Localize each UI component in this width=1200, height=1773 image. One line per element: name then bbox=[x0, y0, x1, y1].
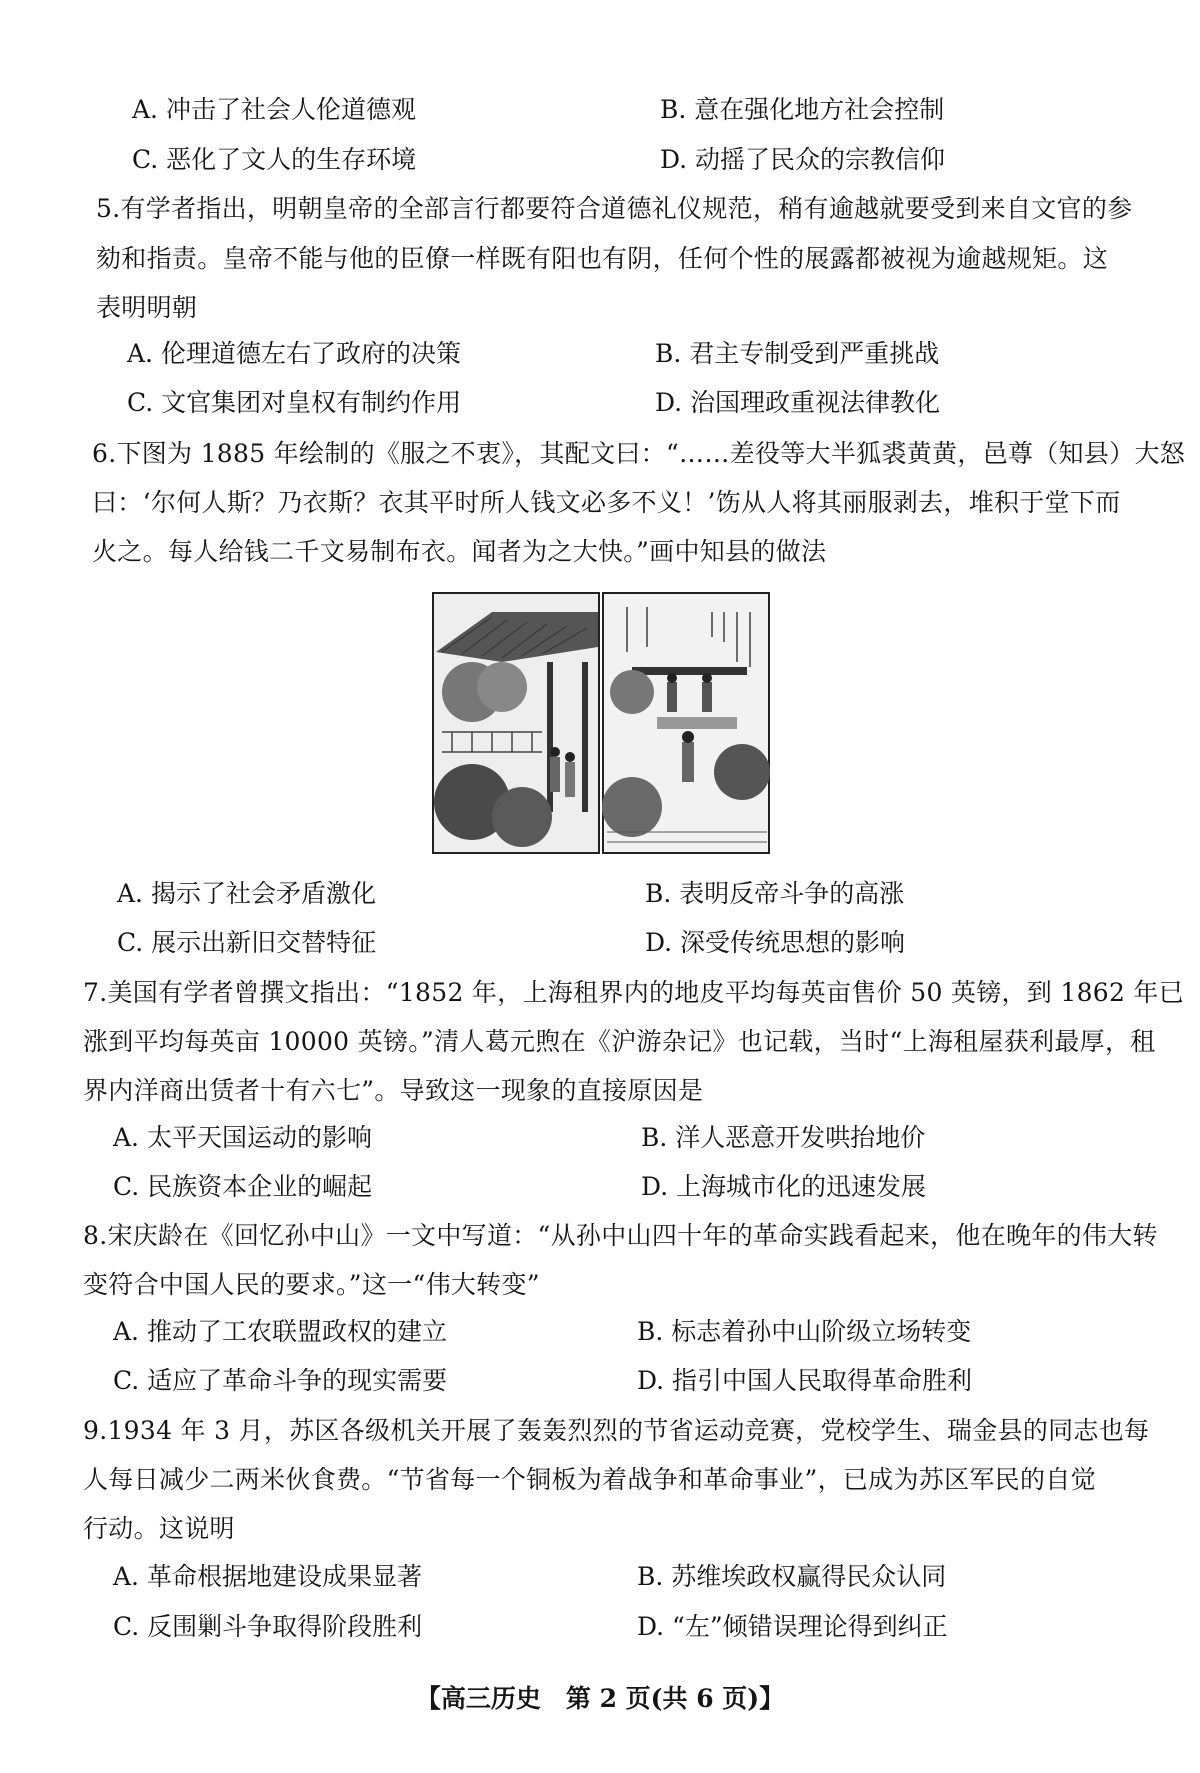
q6-stem-line-2: 曰：‘尔何人斯？乃衣斯？衣其平时所人钱文必多不义！’饬从人将其丽服剥去，堆积于堂下而 bbox=[92, 488, 1121, 517]
q8-option-c: C. 适应了革命斗争的现实需要 bbox=[113, 1366, 448, 1395]
q9-stem-line-1: 9.1934 年 3 月，苏区各级机关开展了轰轰烈烈的节省运动竞赛，党校学生、瑞金县的同志也每 bbox=[83, 1416, 1150, 1445]
q7-stem-line-3: 界内洋商出赁者十有六七”。导致这一现象的直接原因是 bbox=[83, 1076, 704, 1105]
q4-option-d: D. 动摇了民众的宗教信仰 bbox=[660, 145, 946, 174]
q4-option-c: C. 恶化了文人的生存环境 bbox=[132, 145, 417, 174]
q7-option-d: D. 上海城市化的迅速发展 bbox=[641, 1172, 927, 1201]
figure-head bbox=[565, 752, 575, 762]
q7-option-c: C. 民族资本企业的崛起 bbox=[113, 1172, 373, 1201]
q5-stem-line-3: 表明明朝 bbox=[96, 293, 198, 322]
q8-option-a: A. 推动了工农联盟政权的建立 bbox=[113, 1317, 447, 1346]
tree-foliage bbox=[610, 670, 654, 714]
q6-option-d: D. 深受传统思想的影响 bbox=[645, 928, 906, 957]
q8-stem-line-2: 变符合中国人民的要求。”这一“伟大转变” bbox=[83, 1270, 540, 1299]
figure-person bbox=[565, 762, 575, 797]
q5-stem-line-1: 5.有学者指出，明朝皇帝的全部言行都要符合道德礼仪规范，稍有逾越就要受到来自文官的参 bbox=[96, 194, 1133, 223]
table bbox=[657, 717, 737, 729]
q7-option-b: B. 洋人恶意开发哄抬地价 bbox=[641, 1123, 926, 1152]
figure-head bbox=[682, 731, 694, 743]
figure-head bbox=[550, 747, 560, 757]
figure-head bbox=[667, 673, 677, 683]
q7-stem-line-1: 7.美国有学者曾撰文指出：“1852 年，上海租界内的地皮平均每英亩售价 50 英镑，到 1862 年已 bbox=[83, 978, 1185, 1007]
q8-option-b: B. 标志着孙中山阶级立场转变 bbox=[637, 1317, 972, 1346]
tree-foliage bbox=[477, 662, 527, 712]
figure-person bbox=[667, 682, 677, 712]
figure-person bbox=[550, 757, 560, 792]
q5-option-b: B. 君主专制受到严重挑战 bbox=[655, 339, 940, 368]
figure-person bbox=[702, 682, 712, 712]
q9-option-b: B. 苏维埃政权赢得民众认同 bbox=[637, 1562, 947, 1591]
q6-stem-line-3: 火之。每人给钱二千文易制布衣。闻者为之大快。”画中知县的做法 bbox=[92, 537, 827, 566]
figure-person bbox=[682, 742, 694, 782]
q5-stem-line-2: 劾和指责。皇帝不能与他的臣僚一样既有阳也有阴，任何个性的展露都被视为逾越规矩。这 bbox=[96, 244, 1109, 273]
tree-foliage bbox=[602, 777, 662, 837]
woodblock-illustration bbox=[432, 592, 770, 854]
q7-stem-line-2: 涨到平均每英亩 10000 英镑。”清人葛元煦在《沪游杂记》也记载，当时“上海租屋获利最厚，租 bbox=[83, 1027, 1156, 1056]
q8-stem-line-1: 8.宋庆龄在《回忆孙中山》一文中写道：“从孙中山四十年的革命实践看起来，他在晚年的伟大转 bbox=[83, 1221, 1158, 1250]
q6-option-c: C. 展示出新旧交替特征 bbox=[117, 928, 377, 957]
q6-stem-line-1: 6.下图为 1885 年绘制的《服之不衷》，其配文曰：“……差役等大半狐裘黄黄，邑尊（知县）大怒 bbox=[92, 439, 1186, 468]
q6-option-a: A. 揭示了社会矛盾激化 bbox=[117, 879, 376, 908]
q9-option-d: D. “左”倾错误理论得到纠正 bbox=[637, 1612, 948, 1641]
q5-option-d: D. 治国理政重视法律教化 bbox=[655, 388, 941, 417]
q5-option-c: C. 文官集团对皇权有制约作用 bbox=[127, 388, 462, 417]
figure-head bbox=[702, 673, 712, 683]
q7-option-a: A. 太平天国运动的影响 bbox=[113, 1123, 372, 1152]
illustration-svg bbox=[432, 592, 770, 854]
hall-beam bbox=[632, 667, 747, 675]
tree-foliage bbox=[492, 787, 552, 847]
q5-option-a: A. 伦理道德左右了政府的决策 bbox=[127, 339, 461, 368]
tree-foliage bbox=[714, 744, 770, 800]
page-footer: 【高三历史 第 2 页(共 6 页)】 bbox=[415, 1684, 785, 1713]
q8-option-d: D. 指引中国人民取得革命胜利 bbox=[637, 1366, 973, 1395]
q9-option-c: C. 反围剿斗争取得阶段胜利 bbox=[113, 1612, 423, 1641]
q6-option-b: B. 表明反帝斗争的高涨 bbox=[645, 879, 905, 908]
q9-stem-line-2: 人每日减少二两米伙食费。“节省每一个铜板为着战争和革命事业”，已成为苏区军民的自觉 bbox=[83, 1465, 1096, 1494]
pillar bbox=[582, 662, 588, 812]
q4-option-b: B. 意在强化地方社会控制 bbox=[660, 95, 945, 124]
q9-option-a: A. 革命根据地建设成果显著 bbox=[113, 1562, 422, 1591]
q4-option-a: A. 冲击了社会人伦道德观 bbox=[132, 95, 416, 124]
q9-stem-line-3: 行动。这说明 bbox=[83, 1514, 235, 1543]
